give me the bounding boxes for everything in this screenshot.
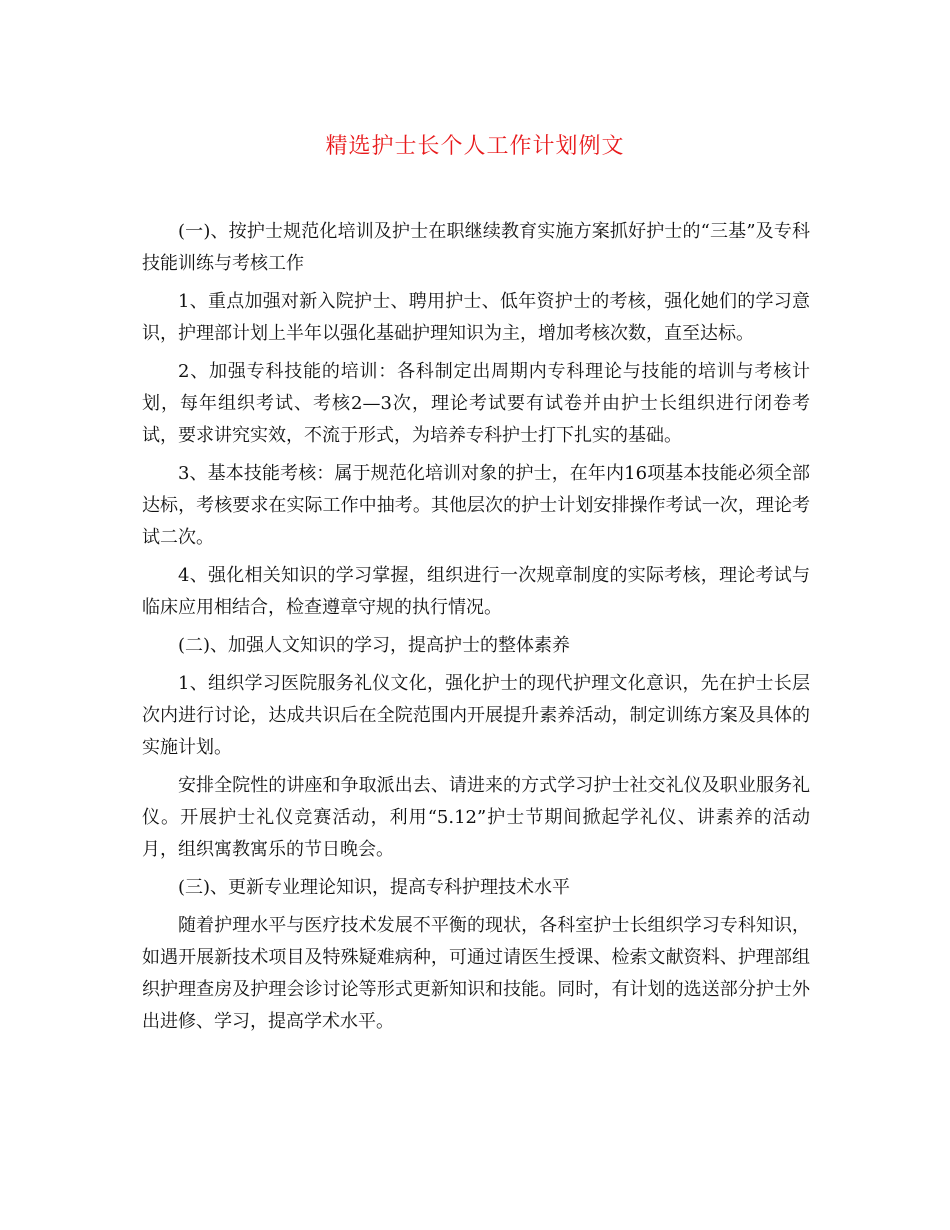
paragraph-item-7: 随着护理水平与医疗技术发展不平衡的现状，各科室护士长组织学习专科知识，如遇开展新技术项目及特殊疑难病种，可通过请医生授课、检索文献资料、护理部组织护理查房及护理会诊讨论等形式更新知识和技能。同时，有计划的选送部分护士外出进修、学习，提高学术水平。 — [142, 915, 810, 1032]
section-heading-1: (一)、按护士规范化培训及护士在职继续教育实施方案抓好护士的“三基”及专科技能训练与考核工作 — [142, 221, 810, 274]
paragraph-item-6: 安排全院性的讲座和争取派出去、请进来的方式学习护士社交礼仪及职业服务礼仪。开展护士礼仪竞赛活动，利用“5.12”护士节期间掀起学礼仪、讲素养的活动月，组织寓教寓乐的节日晚会。 — [142, 775, 810, 860]
paragraph-item-3: 3、基本技能考核：属于规范化培训对象的护士，在年内16项基本技能必须全部达标，考核要求在实际工作中抽考。其他层次的护士计划安排操作考试一次，理论考试二次。 — [142, 463, 810, 548]
section-heading-3: (三)、更新专业理论知识，提高专科护理技术水平 — [178, 877, 571, 898]
section-heading-2: (二)、加强人文知识的学习，提高护士的整体素养 — [178, 635, 571, 656]
paragraph-item-5: 1、组织学习医院服务礼仪文化，强化护士的现代护理文化意识，先在护士长层次内进行讨论，达成共识后在全院范围内开展提升素养活动，制定训练方案及具体的实施计划。 — [142, 673, 810, 758]
paragraph-item-2: 2、加强专科技能的培训：各科制定出周期内专科理论与技能的培训与考核计划，每年组织考试、考核2—3次，理论考试要有试卷并由护士长组织进行闭卷考试，要求讲究实效，不流于形式，为培养专科护士打下扎实的基础。 — [142, 361, 810, 446]
paragraph-item-1: 1、重点加强对新入院护士、聘用护士、低年资护士的考核，强化她们的学习意识，护理部计划上半年以强化基础护理知识为主，增加考核次数，直至达标。 — [142, 291, 810, 344]
document-body — [142, 216, 810, 1044]
document-title: 精选护士长个人工作计划例文 — [325, 134, 625, 159]
paragraph-item-4: 4、强化相关知识的学习掌握，组织进行一次规章制度的实际考核，理论考试与临床应用相结合，检查遵章守规的执行情况。 — [142, 565, 810, 618]
